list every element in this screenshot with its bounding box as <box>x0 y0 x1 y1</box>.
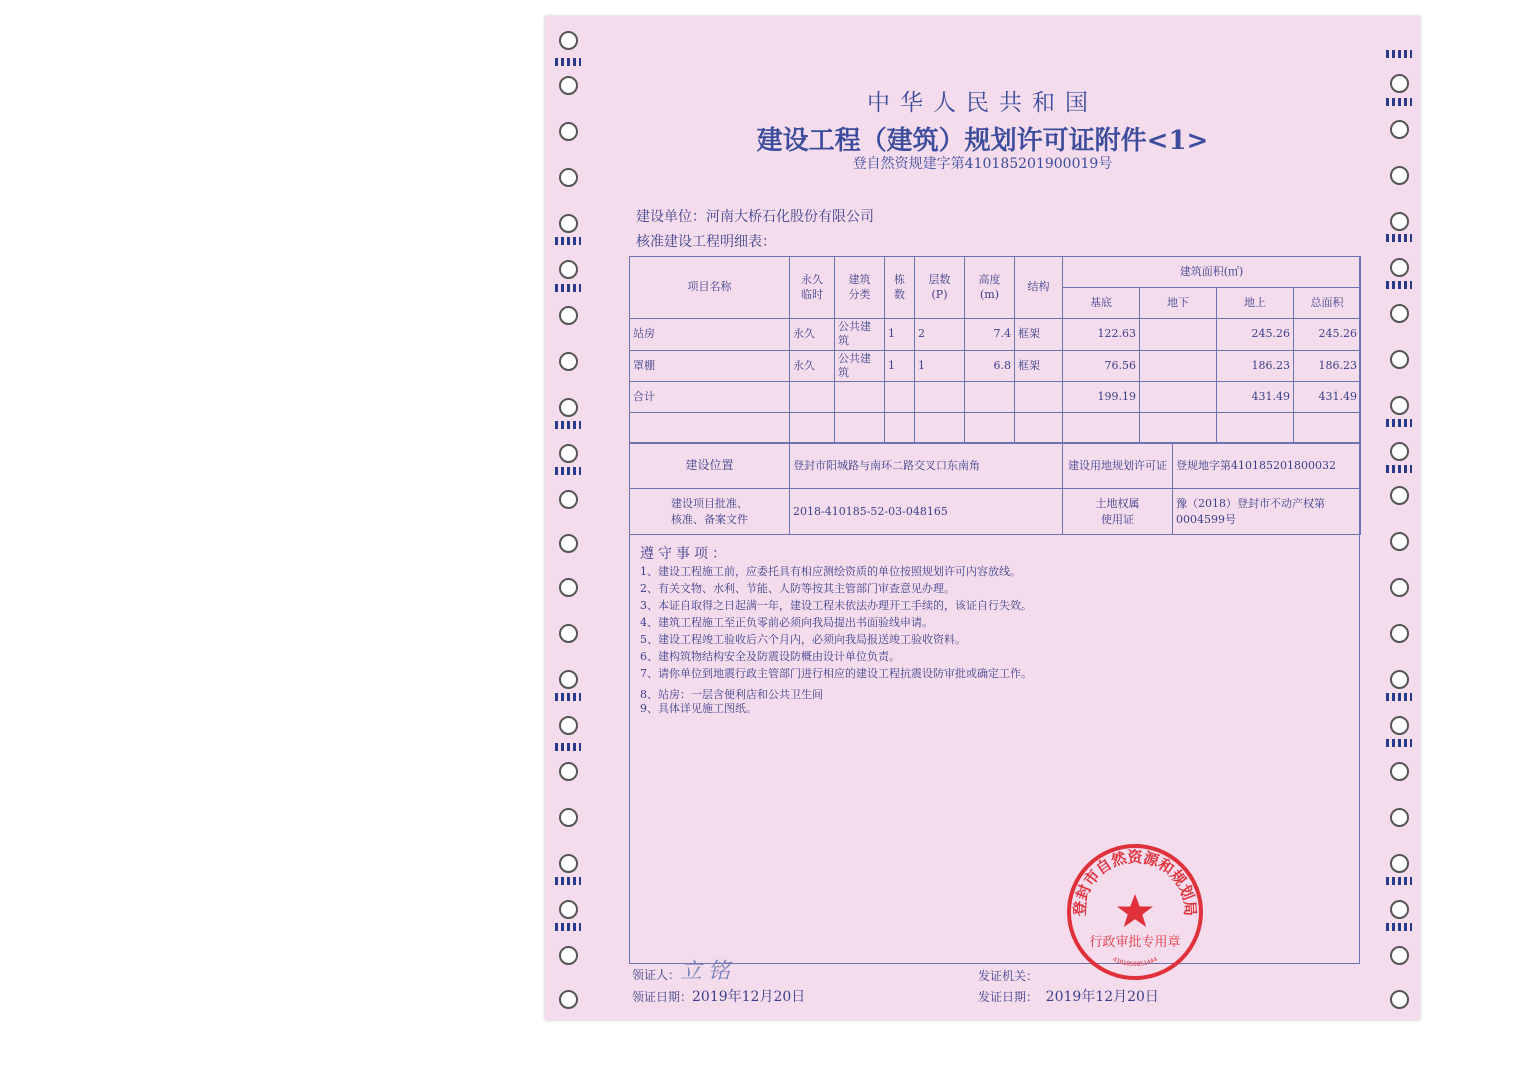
approval-label-line2: 核准、备案文件 <box>671 512 748 526</box>
header-category-line2: 分类 <box>848 287 871 301</box>
perforation <box>1386 465 1412 473</box>
feed-hole <box>1390 990 1409 1009</box>
construction-unit-value: 河南大桥石化股份有限公司 <box>706 209 874 225</box>
perforation <box>555 877 581 885</box>
row-permanence <box>790 382 835 413</box>
row-height: 7.4 <box>965 319 1015 351</box>
row-base-area: 199.19 <box>1063 382 1140 413</box>
observe-item: 2、有关文物、水利、节能、人防等按其主管部门审查意见办理。 <box>640 582 955 595</box>
feed-hole <box>1390 578 1409 597</box>
perforation <box>555 743 581 751</box>
header-count <box>885 257 915 319</box>
perforation <box>555 58 581 66</box>
approval-value: 2018-410185-52-03-048165 <box>790 489 1063 535</box>
row-count: 1 <box>885 350 915 382</box>
land-right-value: 豫（2018）登封市不动产权第0004599号 <box>1173 489 1361 535</box>
row-aboveground-area: 431.49 <box>1217 382 1294 413</box>
table-empty-row <box>630 413 1361 444</box>
empty-cell <box>1063 413 1140 444</box>
location-row <box>630 443 1361 489</box>
row-floors: 2 <box>915 319 965 351</box>
row-base-area: 122.63 <box>1063 319 1140 351</box>
row-name: 罩棚 <box>630 350 790 382</box>
approval-label <box>630 489 790 535</box>
observe-extra-list <box>640 688 823 716</box>
feed-hole <box>1390 946 1409 965</box>
seal-code-text: 4101850051444 <box>1111 955 1159 969</box>
row-base-area: 76.56 <box>1063 350 1140 382</box>
receiver-signature: 立铭 <box>680 959 737 984</box>
header-base-area: 基底 <box>1063 288 1140 319</box>
perforation <box>555 284 581 292</box>
perforation <box>1386 739 1412 747</box>
star-icon <box>1117 894 1153 927</box>
feed-hole <box>559 398 578 417</box>
row-floors: 1 <box>915 350 965 382</box>
feed-hole <box>1390 304 1409 323</box>
feed-hole <box>559 352 578 371</box>
empty-cell <box>1015 413 1063 444</box>
land-permit-label: 建设用地规划许可证 <box>1063 443 1173 489</box>
feed-hole <box>1390 808 1409 827</box>
header-total-area: 总面积 <box>1294 288 1361 319</box>
perforation <box>1386 419 1412 427</box>
empty-cell <box>915 413 965 444</box>
header-project-name: 项目名称 <box>630 257 790 319</box>
issuer-label: 发证机关： <box>978 969 1039 983</box>
feed-hole <box>1390 396 1409 415</box>
header-category <box>835 257 885 319</box>
row-permanence: 永久 <box>790 350 835 382</box>
observe-item: 7、请你单位到地震行政主管部门进行相应的建设工程抗震设防审批或确定工作。 <box>640 667 1032 680</box>
empty-cell <box>1294 413 1361 444</box>
feed-hole <box>559 214 578 233</box>
feed-hole <box>559 534 578 553</box>
document-title: 建设工程（建筑）规划许可证附件<1> <box>756 126 1209 156</box>
row-floors <box>915 382 965 413</box>
feed-hole <box>559 578 578 597</box>
detail-table-label: 核准建设工程明细表： <box>636 234 776 250</box>
land-right-label-line2: 使用证 <box>1101 512 1134 526</box>
row-total-area: 431.49 <box>1294 382 1361 413</box>
perforation <box>1386 234 1412 242</box>
feed-hole <box>1390 854 1409 873</box>
perforation <box>1386 281 1412 289</box>
land-right-label-line1: 土地权属 <box>1095 497 1140 511</box>
row-height <box>965 382 1015 413</box>
receiver-label: 领证人： <box>632 968 681 982</box>
header-count-line2: 数 <box>894 287 905 301</box>
row-underground-area <box>1140 382 1217 413</box>
perforation <box>1386 50 1412 58</box>
feed-hole <box>559 762 578 781</box>
row-category <box>835 382 885 413</box>
receive-date-label: 领证日期： <box>632 990 693 1004</box>
header-permanence-line1: 永久 <box>801 273 823 287</box>
empty-cell <box>885 413 915 444</box>
feed-hole <box>1390 350 1409 369</box>
observe-title: 遵守事项： <box>640 546 730 562</box>
feed-hole <box>1390 670 1409 689</box>
feed-hole <box>1390 762 1409 781</box>
header-permanence <box>790 257 835 319</box>
row-structure: 框架 <box>1015 319 1063 351</box>
table-header-row <box>630 257 1361 288</box>
perforation <box>1386 877 1412 885</box>
perforation <box>555 237 581 245</box>
feed-hole <box>559 306 578 325</box>
seal-purpose-text: 行政审批专用章 <box>1089 935 1181 950</box>
permit-document <box>545 16 1420 1020</box>
construction-unit <box>636 206 874 226</box>
feed-hole <box>559 444 578 463</box>
header-height-line2: (m) <box>979 287 999 301</box>
perforation <box>555 421 581 429</box>
empty-cell <box>630 413 790 444</box>
table-row <box>630 350 1361 382</box>
feed-hole <box>1390 532 1409 551</box>
header-category-line1: 建筑 <box>848 273 871 287</box>
observe-extra-item: 9、具体详见施工图纸。 <box>640 702 757 715</box>
header-count-line1: 栋 <box>894 273 905 287</box>
location-value: 登封市阳城路与南环二路交叉口东南角 <box>790 443 1063 489</box>
location-info-table <box>629 442 1361 535</box>
perforation <box>1386 923 1412 931</box>
row-count <box>885 382 915 413</box>
row-structure <box>1015 382 1063 413</box>
observe-item: 1、建设工程施工前，应委托具有相应测绘资质的单位按照规划许可内容放线。 <box>640 565 1021 578</box>
empty-cell <box>1140 413 1217 444</box>
row-category: 公共建筑 <box>835 319 885 351</box>
perforation <box>555 693 581 701</box>
observe-item: 6、建构筑物结构安全及防震设防概由设计单位负责。 <box>640 650 900 663</box>
approval-label-line1: 建设项目批准、 <box>671 497 748 511</box>
construction-unit-label: 建设单位： <box>636 209 706 225</box>
project-detail-table <box>629 256 1361 444</box>
observe-list <box>640 563 1032 682</box>
observe-extra-item: 8、站房：一层含便利店和公共卫生间 <box>640 688 823 701</box>
row-aboveground-area: 245.26 <box>1217 319 1294 351</box>
feed-hole <box>1390 624 1409 643</box>
feed-hole <box>1390 442 1409 461</box>
header-height-line1: 高度 <box>978 273 1001 287</box>
row-name: 站房 <box>630 319 790 351</box>
seal-org-text: 登封市自然资源和规划局 <box>1070 848 1200 917</box>
observe-item: 5、建设工程竣工验收后六个月内，必须向我局报送竣工验收资料。 <box>640 633 966 646</box>
header-structure: 结构 <box>1015 257 1063 319</box>
header-floors-line2: (P) <box>931 287 948 301</box>
feed-hole <box>559 716 578 735</box>
header-floors <box>915 257 965 319</box>
table-row <box>630 319 1361 351</box>
feed-hole <box>559 900 578 919</box>
feed-hole <box>559 260 578 279</box>
feed-hole <box>1390 716 1409 735</box>
feed-hole <box>559 946 578 965</box>
empty-cell <box>790 413 835 444</box>
row-permanence: 永久 <box>790 319 835 351</box>
row-name: 合计 <box>630 382 790 413</box>
row-underground-area <box>1140 350 1217 382</box>
feed-hole <box>559 31 578 50</box>
header-area-group: 建筑面积(㎡) <box>1063 257 1361 288</box>
feed-hole <box>1390 900 1409 919</box>
row-structure: 框架 <box>1015 350 1063 382</box>
row-category: 公共建筑 <box>835 350 885 382</box>
row-underground-area <box>1140 319 1217 351</box>
perforation <box>555 467 581 475</box>
row-count: 1 <box>885 319 915 351</box>
row-total-area: 245.26 <box>1294 319 1361 351</box>
header-underground-area: 地下 <box>1140 288 1217 319</box>
header-aboveground-area: 地上 <box>1217 288 1294 319</box>
receive-date: 2019年12月20日 <box>692 989 806 1005</box>
feed-hole <box>1390 486 1409 505</box>
row-height: 6.8 <box>965 350 1015 382</box>
feed-hole <box>1390 212 1409 231</box>
perforation <box>555 923 581 931</box>
land-right-label <box>1063 489 1173 535</box>
official-seal <box>1065 842 1205 982</box>
header-permanence-line2: 临时 <box>801 287 823 301</box>
feed-hole <box>559 808 578 827</box>
header-height <box>965 257 1015 319</box>
receive-date-line <box>632 986 805 1006</box>
feed-hole <box>559 624 578 643</box>
location-label: 建设位置 <box>630 443 790 489</box>
issue-date-line <box>978 986 1159 1006</box>
land-permit-value: 登规地字第410185201800032 <box>1173 443 1361 489</box>
observe-item: 4、建筑工程施工至正负零前必须向我局提出书面验线申请。 <box>640 616 933 629</box>
header-floors-line1: 层数 <box>928 273 951 287</box>
feed-hole <box>1390 258 1409 277</box>
observe-item: 3、本证自取得之日起满一年，建设工程未依法办理开工手续的，该证自行失效。 <box>640 599 1032 612</box>
permit-number: 登自然资规建字第410185201900019号 <box>852 156 1113 172</box>
feed-hole <box>559 670 578 689</box>
feed-hole <box>559 854 578 873</box>
feed-hole <box>559 490 578 509</box>
country-heading: 中华人民共和国 <box>867 90 1098 116</box>
empty-cell <box>835 413 885 444</box>
table-total-row <box>630 382 1361 413</box>
perforation <box>1386 693 1412 701</box>
empty-cell <box>965 413 1015 444</box>
approval-row <box>630 489 1361 535</box>
row-total-area: 186.23 <box>1294 350 1361 382</box>
row-aboveground-area: 186.23 <box>1217 350 1294 382</box>
empty-cell <box>1217 413 1294 444</box>
feed-hole <box>559 990 578 1009</box>
issue-date-label: 发证日期： <box>978 990 1039 1004</box>
issue-date: 2019年12月20日 <box>1045 989 1159 1005</box>
